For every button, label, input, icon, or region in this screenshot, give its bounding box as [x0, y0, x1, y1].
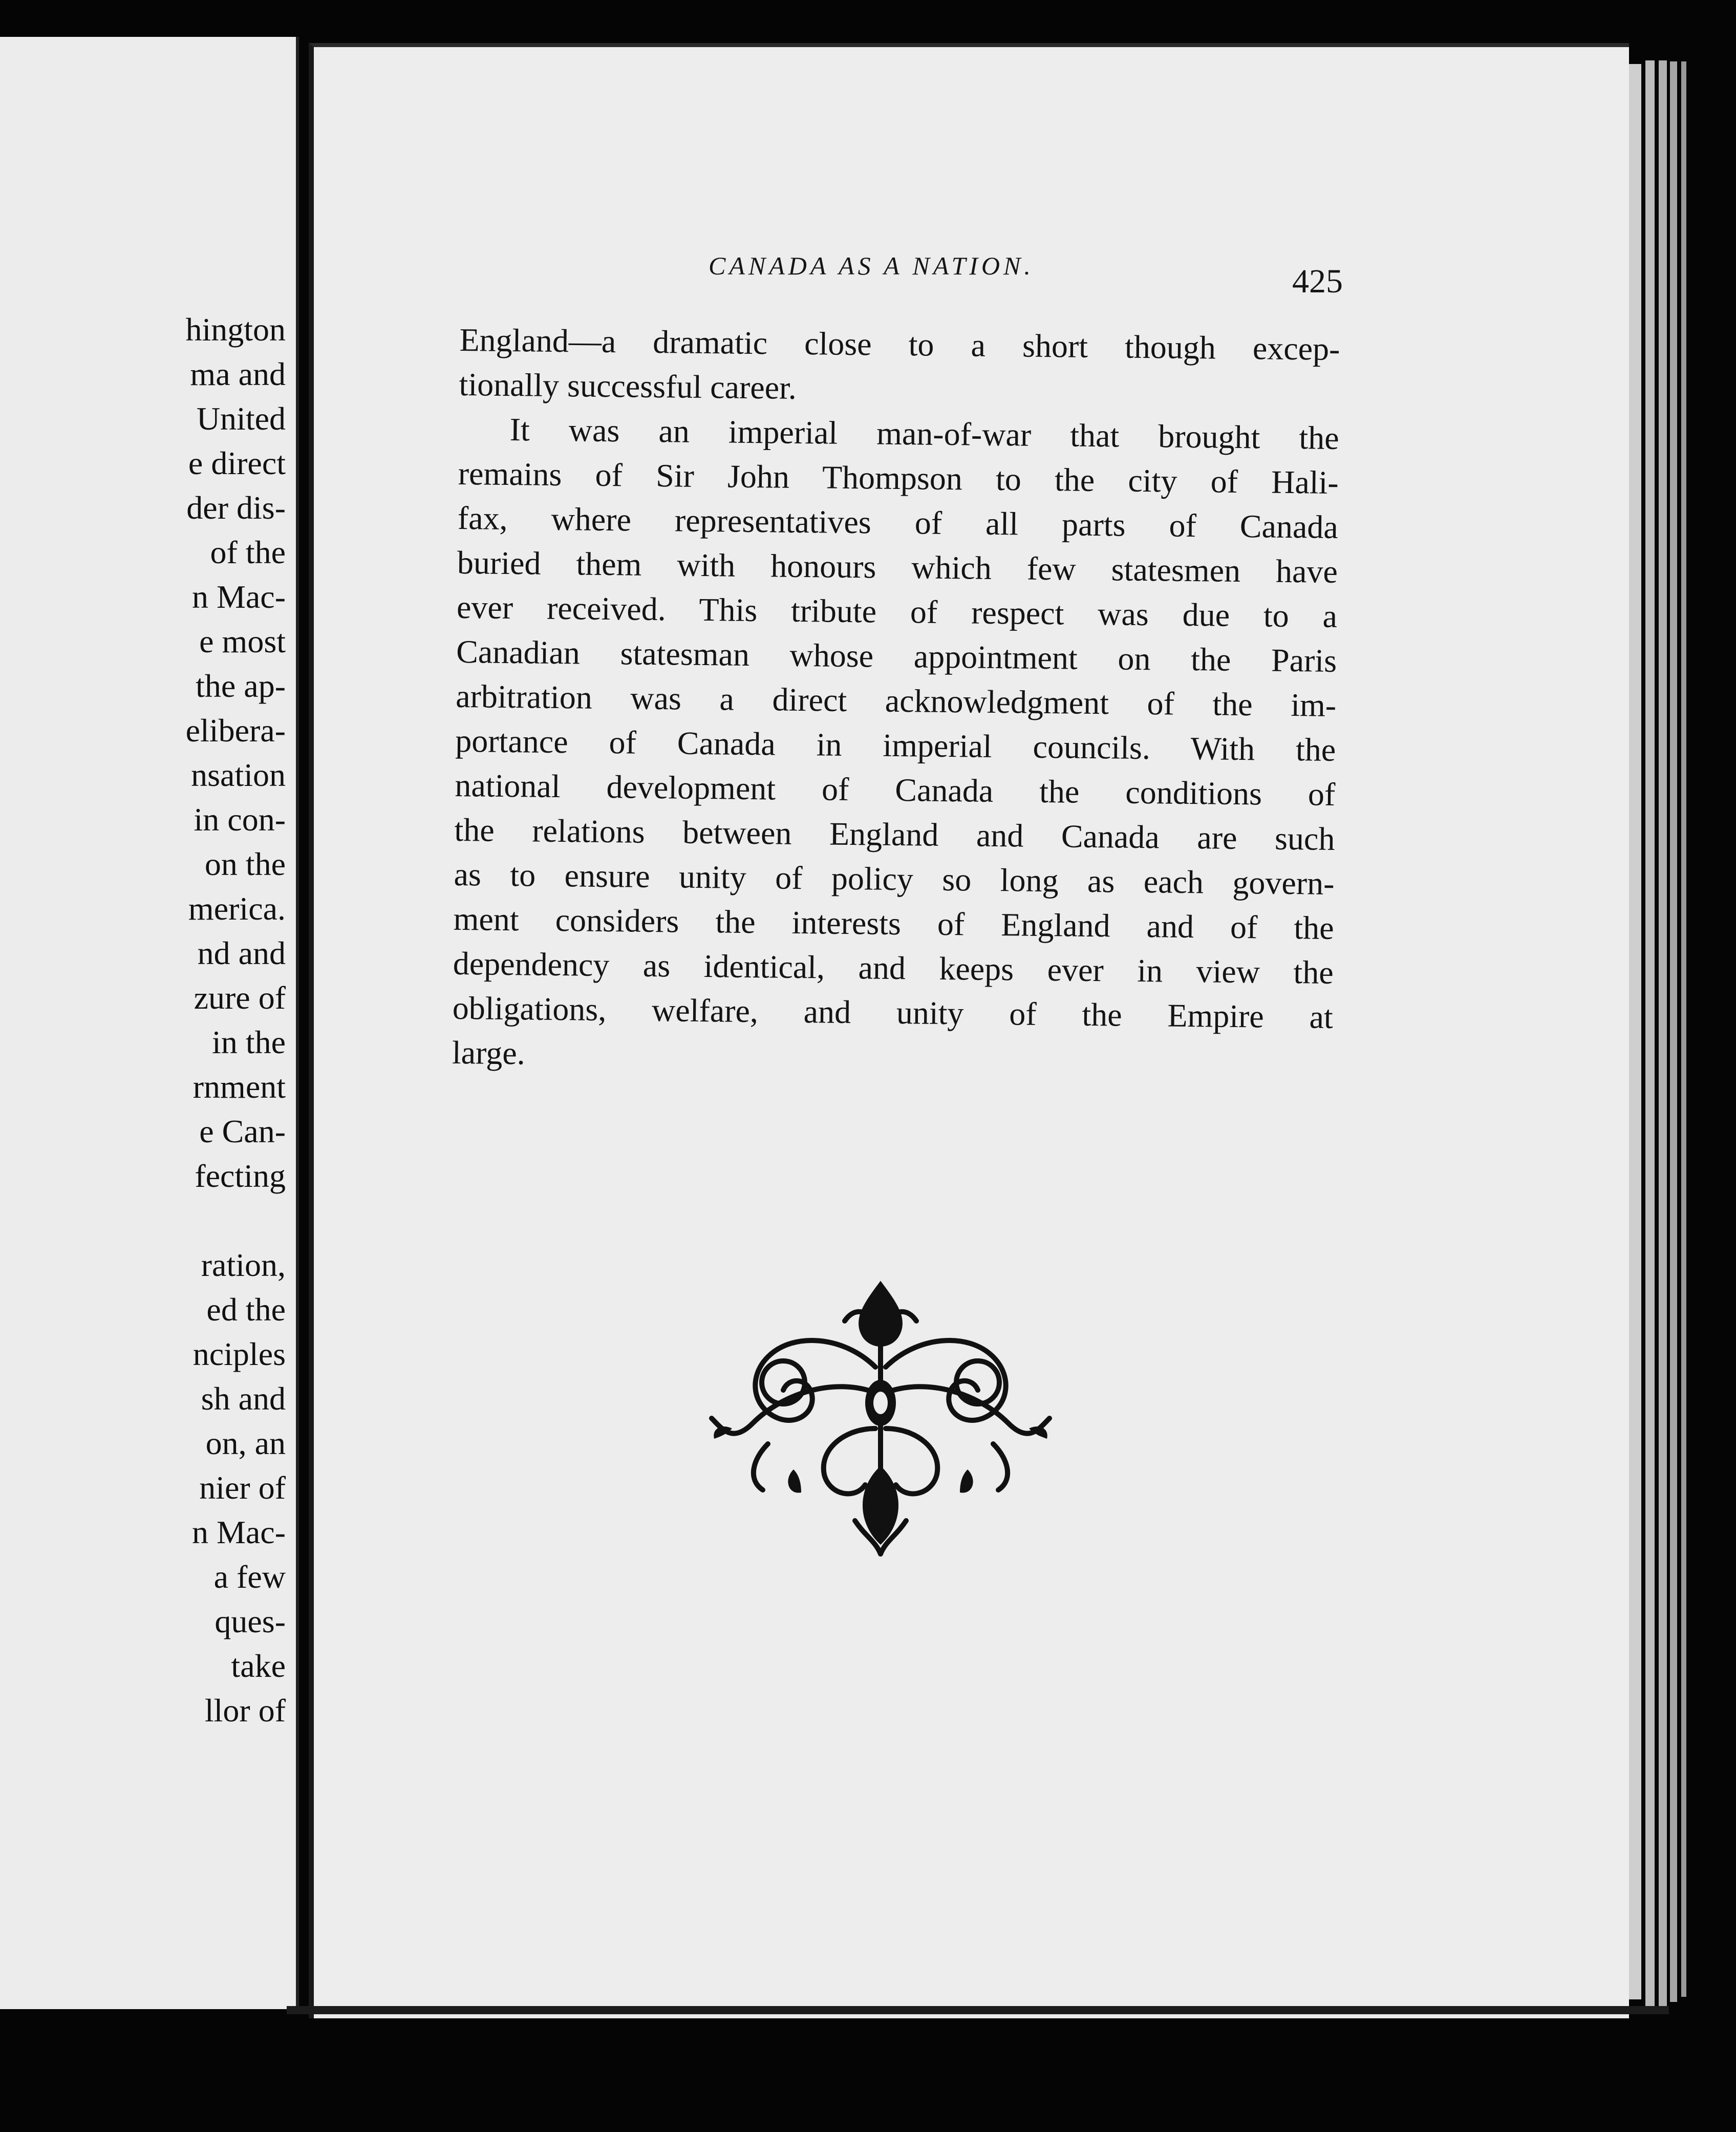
body-text: [452, 317, 1340, 1084]
text-line: England—a dramatic close to a short though excep-: [459, 321, 1340, 368]
left-text-line: on the: [204, 846, 286, 882]
left-text-line: e Can-: [199, 1113, 286, 1149]
text-line: large.: [452, 1034, 526, 1072]
left-text-line: in the: [212, 1024, 286, 1060]
text-line: the relations between England and Canada are such: [454, 811, 1335, 857]
page-edge: [1659, 60, 1667, 2006]
left-text-line: rnment: [192, 1069, 286, 1105]
left-text-line: nd and: [197, 935, 286, 971]
text-line: dependency as identical, and keeps ever in view the: [453, 945, 1334, 991]
page-edge: [1670, 61, 1677, 2002]
left-text-line: United: [196, 400, 286, 437]
page-shadow: [287, 2006, 1669, 2014]
left-text-line: n Mac-: [191, 1514, 286, 1550]
text-line: arbitration was a direct acknowledgment of the im-: [455, 677, 1337, 723]
left-text-line: der dis-: [186, 489, 286, 526]
page-number: 425: [1292, 263, 1343, 300]
left-text-line: in con-: [194, 801, 286, 838]
text-line: as to ensure unity of policy so long as each govern-: [454, 856, 1335, 902]
floral-ornament-icon: [691, 1275, 1070, 1562]
left-text-line: fecting: [195, 1158, 286, 1194]
left-text-line: the ap-: [196, 668, 286, 704]
left-text-line: sh and: [201, 1380, 286, 1417]
text-line: ever received. This tribute of respect was due to a: [456, 588, 1338, 634]
text-line: remains of Sir John Thompson to the city of Hali-: [458, 455, 1339, 501]
text-line: buried them with honours which few statesmen have: [457, 544, 1338, 590]
left-text-line: nsation: [191, 757, 286, 793]
text-line: fax, where representatives of all parts of Canada: [457, 499, 1339, 545]
text-line: ment considers the interests of England and of the: [453, 900, 1334, 946]
left-text-line: hington: [185, 311, 286, 348]
left-text-line: llor of: [204, 1692, 286, 1729]
running-head: CANADA AS A NATION.: [709, 251, 1034, 280]
text-line: tionally successful career.: [459, 366, 797, 406]
paragraph-1: [459, 317, 1340, 416]
left-text-line: ques-: [215, 1603, 286, 1639]
text-line: Canadian statesman whose appointment on the Paris: [456, 633, 1337, 679]
left-text-line: take: [231, 1648, 286, 1684]
page-edge: [1645, 60, 1655, 2006]
left-text-line: e most: [199, 623, 286, 659]
left-text-line: e direct: [188, 445, 286, 481]
left-text-line: nciples: [192, 1336, 286, 1372]
left-text-line: merica.: [188, 890, 286, 927]
text-line: portance of Canada in imperial councils. With the: [455, 722, 1336, 768]
page-edge: [1681, 61, 1686, 1997]
left-text-line: of the: [210, 534, 286, 570]
left-text-line: a few: [213, 1559, 286, 1595]
left-text-line: nier of: [199, 1469, 286, 1506]
paragraph-2: [452, 407, 1340, 1084]
text-line: It was an imperial man-of-war that brought the: [509, 411, 1339, 456]
left-text-line: zure of: [194, 979, 286, 1016]
page-edge: [1629, 64, 1641, 1999]
left-page: [0, 37, 299, 2009]
left-text-line: ed the: [206, 1291, 286, 1328]
text-line: national development of Canada the conditions of: [455, 766, 1336, 813]
text-line: obligations, welfare, and unity of the Empire at: [452, 989, 1334, 1035]
left-text-line: on, an: [205, 1425, 286, 1461]
left-text-line: ma and: [190, 356, 286, 392]
left-text-line: elibera-: [185, 712, 286, 749]
left-text-line: n Mac-: [191, 579, 286, 615]
left-text-line: ration,: [201, 1247, 286, 1283]
